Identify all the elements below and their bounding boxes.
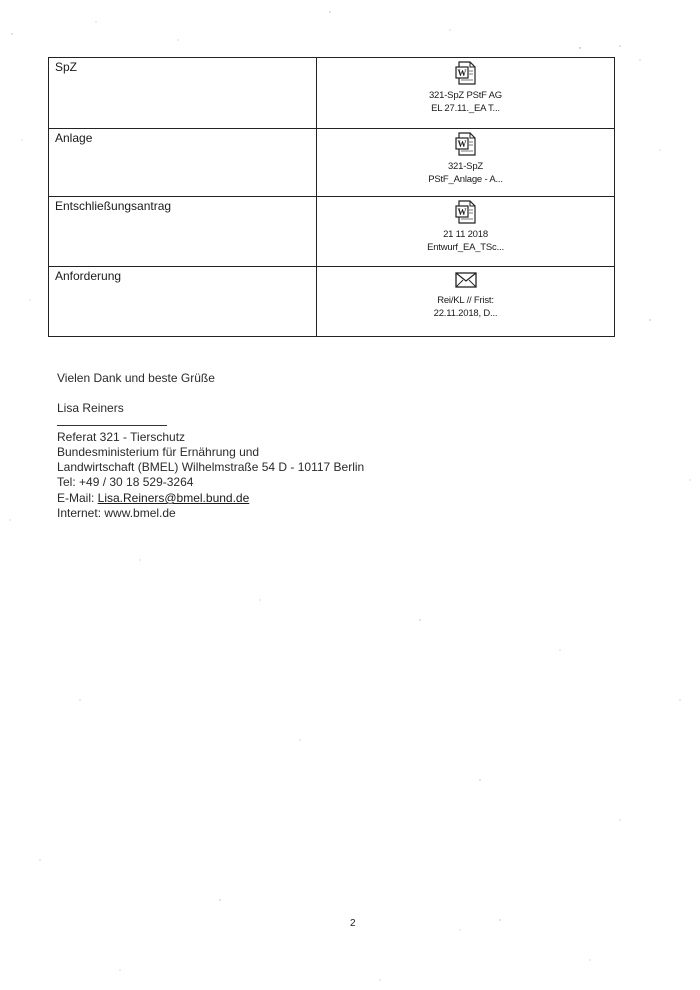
page-number: 2	[350, 918, 356, 929]
attachment-label: Anforderung	[55, 269, 122, 283]
attachment-filename-line2[interactable]: PStF_Anlage - A...	[428, 174, 503, 185]
attachment-file-cell[interactable]	[317, 197, 615, 267]
signature-ministry-line1: Bundesministerium für Ernährung und	[57, 445, 260, 459]
table-row	[49, 58, 615, 129]
word-doc-icon[interactable]	[453, 60, 479, 86]
attachment-label-cell	[49, 197, 317, 267]
attachment-label: Entschließungsantrag	[55, 199, 172, 213]
closing-text: Vielen Dank und beste Grüße	[57, 371, 215, 385]
word-doc-icon[interactable]	[453, 131, 479, 157]
signature-department: Referat 321 - Tierschutz	[57, 430, 186, 444]
attachment-filename-line1[interactable]: 321-SpZ PStF AG	[428, 90, 503, 101]
attachment-label-cell	[49, 267, 317, 337]
attachment-label-cell	[49, 129, 317, 197]
email-message-icon[interactable]	[453, 269, 479, 291]
signature-phone: Tel: +49 / 30 18 529-3264	[57, 475, 194, 489]
svg-text:W: W	[457, 207, 466, 217]
attachment-filename-line2[interactable]: Entwurf_EA_TSc...	[427, 242, 504, 253]
email-link[interactable]: Lisa.Reiners@bmel.bund.de	[97, 491, 250, 505]
attachment-filename-line2[interactable]: EL 27.11._EA T...	[431, 103, 500, 114]
attachment-file-cell[interactable]	[317, 129, 615, 197]
svg-text:W: W	[457, 68, 466, 78]
attachment-filename-line1[interactable]: Rei/KL // Frist:	[437, 295, 494, 306]
signature-internet: Internet: www.bmel.de	[57, 506, 176, 520]
svg-text:W: W	[457, 139, 466, 149]
signature-email-line	[57, 491, 249, 505]
email-label: E-Mail:	[57, 491, 98, 505]
table-row	[49, 267, 615, 337]
attachment-filename-line2[interactable]: 22.11.2018, D...	[433, 308, 498, 319]
attachment-file-cell[interactable]	[317, 58, 615, 129]
table-row	[49, 129, 615, 197]
word-doc-icon[interactable]	[453, 199, 479, 225]
attachment-filename-line1[interactable]: 321-SpZ	[447, 161, 484, 172]
signature-ministry-line2: Landwirtschaft (BMEL) Wilhelmstraße 54 D - 10117 Berlin	[57, 460, 365, 474]
attachment-label-cell	[49, 58, 317, 129]
attachments-table	[48, 57, 615, 337]
table-row	[49, 197, 615, 267]
sender-name: Lisa Reiners	[57, 401, 124, 415]
attachment-label: SpZ	[55, 60, 78, 74]
signature-divider	[57, 425, 167, 426]
attachment-file-cell[interactable]	[317, 267, 615, 337]
attachment-filename-line1[interactable]: 21 11 2018	[443, 229, 488, 240]
attachment-label: Anlage	[55, 131, 93, 145]
